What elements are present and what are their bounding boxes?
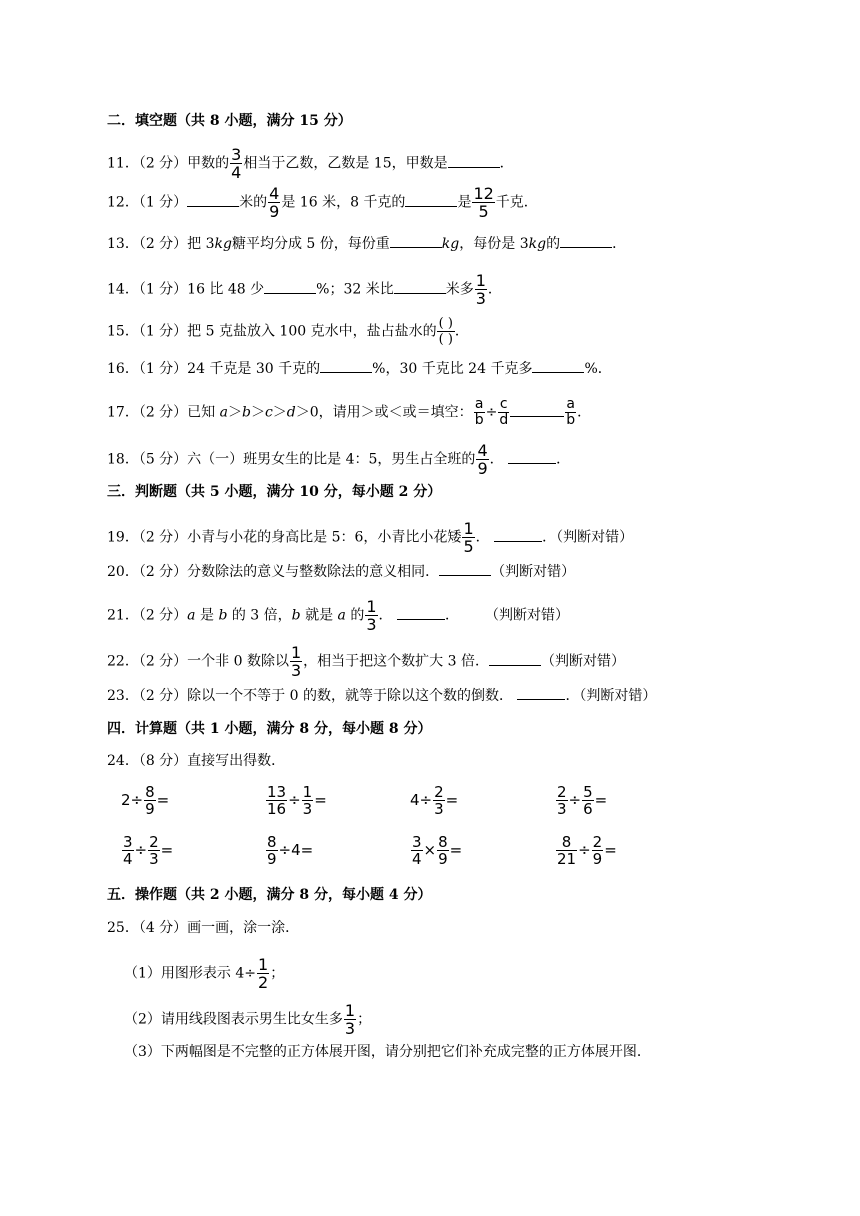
q11-fraction-den: 4 xyxy=(231,163,242,182)
section-fill-blank-title: 二．填空题（共 8 小题，满分 15 分） xyxy=(107,113,352,129)
calc-3-whole: 4 xyxy=(410,791,420,809)
q18-text-a: 六（一）班男女生的比是 4：5，男生占全班的 xyxy=(187,451,476,468)
q13-number: 13．（2 分） xyxy=(107,236,188,252)
section-calculation-title: 四．计算题（共 1 小题，满分 8 分，每小题 8 分） xyxy=(107,721,432,737)
q25-text-a: 画一画，涂一涂． xyxy=(187,920,300,936)
q25-part-1-text: （1）用图形表示 4÷ xyxy=(124,965,256,982)
q22-number: 22．（2 分） xyxy=(107,653,188,670)
q19-fraction xyxy=(462,520,474,555)
calc-7-op: × xyxy=(423,841,437,859)
q16-number: 16．（1 分） xyxy=(107,361,188,377)
calc-3-den: 3 xyxy=(434,800,444,818)
q25-part-2-end: ； xyxy=(357,1011,372,1028)
q24-text-a: 直接写出得数． xyxy=(187,753,286,769)
q17-fraction-2-num: c xyxy=(499,396,508,412)
q11-number: 11．（2 分） xyxy=(107,155,188,172)
q25-part-2-text: （2）请用线段图表示男生比女生多 xyxy=(124,1011,343,1028)
q12-blank-1[interactable] xyxy=(187,192,239,207)
question-16 xyxy=(107,358,612,379)
q21-text-b: 的 3 倍， xyxy=(227,607,292,624)
calc-7-num-1: 3 xyxy=(412,833,422,851)
q23-text-a: 除以一个不等于 0 的数，就等于除以这个数的倒数． xyxy=(187,688,513,704)
q12-blank-2[interactable] xyxy=(405,192,457,207)
question-14 xyxy=(107,272,502,307)
q25-number: 25．（4 分） xyxy=(107,920,188,936)
calc-5-den-1: 4 xyxy=(123,850,133,868)
q18-fraction-den: 9 xyxy=(477,459,488,478)
calc-1-whole: 2 xyxy=(121,791,131,809)
q12-fraction-1 xyxy=(268,185,280,220)
calc-7-num-2: 8 xyxy=(438,833,448,851)
q13-blank-1[interactable] xyxy=(390,233,442,248)
q14-text-b: %；32 米比 xyxy=(316,281,394,298)
calc-2-num-2: 1 xyxy=(302,783,313,801)
q11-fraction xyxy=(230,146,242,181)
q15-text-a: 把 5 克盐放入 100 克水中，盐占盐水的 xyxy=(187,323,437,340)
q17-gt-1: ＞ xyxy=(227,404,242,421)
calc-5-num-2: 2 xyxy=(149,833,159,851)
calc-item-4 xyxy=(555,784,607,817)
q21-var-b-1: b xyxy=(218,607,228,624)
q11-text-c: ． xyxy=(499,155,514,172)
q17-answer-blank[interactable] xyxy=(510,402,564,417)
question-23 xyxy=(107,685,656,706)
calc-7-fraction-1 xyxy=(411,834,423,867)
calc-2-op: ÷ xyxy=(288,791,301,809)
q25-part-1-num: 1 xyxy=(258,955,269,974)
q17-fraction-1-num: a xyxy=(474,396,484,412)
q12-fraction-1-num: 4 xyxy=(269,184,280,203)
calc-2-fraction-1 xyxy=(266,784,287,817)
q22-text-b: ，相当于把这个数扩大 3 倍． xyxy=(303,653,489,670)
q16-blank-1[interactable] xyxy=(320,358,372,373)
q17-var-b: b xyxy=(241,404,251,421)
q22-text-c: （判断对错） xyxy=(540,653,625,670)
calc-7-den-2: 9 xyxy=(438,850,448,868)
calc-2-num-1: 13 xyxy=(267,783,287,801)
q23-number: 23．（2 分） xyxy=(107,688,188,704)
q16-text-c: %． xyxy=(584,361,612,377)
q17-number: 17．（2 分） xyxy=(107,404,188,421)
q19-text-b: ． xyxy=(475,529,490,546)
q15-number: 15．（1 分） xyxy=(107,323,188,340)
q16-text-b: %，30 千克比 24 千克多 xyxy=(372,361,533,377)
calc-8-fraction-2 xyxy=(592,834,604,867)
q17-gt-2: ＞ xyxy=(250,404,265,421)
q16-text-a: 24 千克是 30 千克的 xyxy=(187,361,321,377)
question-20 xyxy=(107,561,575,582)
q13-text-c: ，每份是 3 xyxy=(459,236,529,252)
q12-text-a: 米的 xyxy=(239,194,268,211)
calc-6-op: ÷ xyxy=(278,841,292,859)
q13-text-b: 糖平均分成 5 份，每份重 xyxy=(231,236,390,252)
q25-part-2-num: 1 xyxy=(344,1001,356,1020)
calc-5-op: ÷ xyxy=(134,841,148,859)
calc-5-equals: = xyxy=(160,841,174,859)
calc-item-1 xyxy=(121,784,169,817)
q19-answer-blank[interactable] xyxy=(494,527,542,542)
q11-answer-blank[interactable] xyxy=(448,153,500,168)
calc-4-op: ÷ xyxy=(568,791,582,809)
q18-fraction xyxy=(476,442,488,477)
q13-text-a: 把 3 xyxy=(187,236,215,252)
q17-var-a: a xyxy=(219,404,228,421)
calc-8-op: ÷ xyxy=(578,841,591,859)
q21-fraction-num: 1 xyxy=(366,597,377,616)
calc-6-num: 8 xyxy=(267,833,277,851)
q15-paren-den: ( ) xyxy=(438,332,453,347)
q18-text-b: ． xyxy=(489,451,504,468)
q14-fraction-den: 3 xyxy=(475,289,486,308)
calc-2-den-2: 3 xyxy=(302,800,313,818)
q14-blank-2[interactable] xyxy=(394,279,446,294)
calc-5-num-1: 3 xyxy=(123,833,133,851)
q12-fraction-2-num: 12 xyxy=(473,184,494,203)
q18-fraction-num: 4 xyxy=(477,441,488,460)
calc-5-fraction-2 xyxy=(148,834,160,867)
q17-fraction-3 xyxy=(565,397,576,428)
calc-2-fraction-2 xyxy=(302,784,314,817)
calc-4-fraction-2 xyxy=(582,784,594,817)
q25-part-2-fraction xyxy=(344,1002,356,1037)
q17-fraction-2 xyxy=(498,397,509,428)
section-operation-title: 五．操作题（共 2 小题，满分 8 分，每小题 4 分） xyxy=(107,887,432,903)
q11-text-b: 相当于乙数，乙数是 15，甲数是 xyxy=(243,155,448,172)
q12-fraction-1-den: 9 xyxy=(269,202,280,221)
q15-paren-num: ( ) xyxy=(438,316,453,331)
q21-text-c: 就是 xyxy=(300,607,338,624)
q24-number: 24．（8 分） xyxy=(107,753,188,769)
section-true-false-title: 三．判断题（共 5 小题，满分 10 分，每小题 2 分） xyxy=(107,484,442,500)
q11-text-a: 甲数的 xyxy=(187,155,230,172)
calc-2-den-1: 16 xyxy=(267,800,287,818)
q25-part-1-fraction xyxy=(257,956,269,991)
q21-fraction xyxy=(365,598,377,633)
q14-blank-1[interactable] xyxy=(264,279,316,294)
q21-var-a-1: a xyxy=(187,607,196,624)
q21-var-a-2: a xyxy=(337,607,346,624)
q21-text-e: ． xyxy=(378,607,393,624)
q14-number: 14．（1 分） xyxy=(107,281,188,298)
q19-number: 19．（2 分） xyxy=(107,529,188,546)
q18-number: 18．（5 分） xyxy=(107,451,188,468)
question-24 xyxy=(107,751,285,771)
calc-5-den-2: 3 xyxy=(149,850,159,868)
q25-part-1-end: ； xyxy=(270,965,285,982)
q19-fraction-den: 5 xyxy=(463,537,474,556)
q23-answer-blank[interactable] xyxy=(517,685,565,700)
question-12 xyxy=(107,185,538,220)
q20-number: 20．（2 分） xyxy=(107,564,188,580)
q25-part-1 xyxy=(124,956,284,991)
calc-3-equals: = xyxy=(445,791,459,809)
q17-var-d: d xyxy=(286,404,296,421)
q14-text-a: 16 比 48 少 xyxy=(187,281,265,298)
q13-unit-kg-1: kg xyxy=(214,236,232,252)
calc-5-fraction-1 xyxy=(122,834,134,867)
q14-fraction-num: 1 xyxy=(475,271,486,290)
q18-answer-blank[interactable] xyxy=(508,449,556,464)
question-21 xyxy=(107,598,569,633)
q12-text-b: 是 16 米，8 千克的 xyxy=(281,194,406,211)
calc-4-den-1: 3 xyxy=(557,800,567,818)
calc-6-den: 9 xyxy=(267,850,277,868)
calc-6-whole: 4 xyxy=(291,841,301,859)
q21-text-a: 是 xyxy=(195,607,219,624)
calc-6-equals: = xyxy=(300,841,314,859)
calc-1-fraction xyxy=(144,784,156,817)
q17-fraction-3-num: a xyxy=(566,396,575,412)
q21-text-f: ． xyxy=(445,607,459,624)
q15-text-b: ． xyxy=(454,323,469,340)
q22-fraction-den: 3 xyxy=(290,661,302,680)
q16-blank-2[interactable] xyxy=(532,358,584,373)
calc-7-equals: = xyxy=(449,841,463,859)
q12-text-c: 是 xyxy=(457,194,472,211)
q20-answer-blank[interactable] xyxy=(439,561,491,576)
q21-text-g: （判断对错） xyxy=(485,607,569,624)
q17-fraction-1-den: b xyxy=(474,412,484,428)
calc-6-fraction xyxy=(266,834,278,867)
q11-fraction-num: 3 xyxy=(231,145,242,164)
calc-1-num: 8 xyxy=(145,783,155,801)
q14-text-d: ． xyxy=(487,281,502,298)
q14-fraction xyxy=(475,272,487,307)
calc-item-3 xyxy=(410,784,458,817)
q21-fraction-den: 3 xyxy=(366,615,377,634)
question-17 xyxy=(107,397,591,428)
calc-1-den: 9 xyxy=(145,800,155,818)
calc-1-op: ÷ xyxy=(130,791,144,809)
q13-unit-kg-2: kg xyxy=(441,236,460,252)
question-25 xyxy=(107,918,299,938)
q22-answer-blank[interactable] xyxy=(489,651,541,666)
q18-text-c: ． xyxy=(556,451,571,468)
q22-fraction xyxy=(290,644,302,679)
calc-8-num-2: 2 xyxy=(592,833,603,851)
q22-text-a: 一个非 0 数除以 xyxy=(187,653,289,670)
calc-item-2 xyxy=(265,784,327,817)
q17-gt-3: ＞ xyxy=(272,404,287,421)
question-22 xyxy=(107,644,625,679)
calc-4-fraction-1 xyxy=(556,784,568,817)
q25-part-3: （3）下两幅图是不完整的正方体展开图，请分别把它们补充成完整的正方体展开图． xyxy=(124,1044,651,1060)
calc-1-equals: = xyxy=(156,791,170,809)
calc-4-num-1: 2 xyxy=(557,783,567,801)
q17-var-c: c xyxy=(264,404,273,421)
calc-7-fraction-2 xyxy=(437,834,449,867)
q12-fraction-2-den: 5 xyxy=(478,202,489,221)
q25-part-2 xyxy=(124,1002,371,1037)
calc-item-5 xyxy=(121,834,173,867)
q12-fraction-2 xyxy=(472,185,494,220)
q13-unit-kg-3: kg xyxy=(528,236,547,252)
calc-4-equals: = xyxy=(594,791,608,809)
q21-var-b-2: b xyxy=(291,607,301,624)
q17-fraction-3-den: b xyxy=(566,412,576,428)
q21-number: 21．（2 分） xyxy=(107,607,188,624)
q20-text-b: （判断对错） xyxy=(491,564,576,580)
q19-fraction-num: 1 xyxy=(463,519,474,538)
question-19 xyxy=(107,520,633,555)
q17-text-a: 已知 xyxy=(187,404,220,421)
calc-3-op: ÷ xyxy=(419,791,433,809)
q17-divide-sign: ÷ xyxy=(485,404,498,421)
calc-3-fraction xyxy=(433,784,445,817)
calc-2-equals: = xyxy=(314,791,327,809)
q22-fraction-num: 1 xyxy=(290,643,302,662)
question-11 xyxy=(107,146,514,181)
calc-3-num: 2 xyxy=(434,783,444,801)
calc-item-6 xyxy=(265,834,313,867)
calc-8-den-1: 21 xyxy=(557,850,577,868)
calc-item-7 xyxy=(410,834,462,867)
question-18 xyxy=(107,442,570,477)
q12-text-d: 千克． xyxy=(495,194,538,211)
q23-text-b: ．（判断对错） xyxy=(565,688,657,704)
calc-4-den-2: 6 xyxy=(583,800,593,818)
calc-8-equals: = xyxy=(604,841,617,859)
q21-answer-blank[interactable] xyxy=(397,605,445,620)
q19-text-c: ．（判断对错） xyxy=(542,529,634,546)
question-15 xyxy=(107,316,469,347)
q19-text-a: 小青与小花的身高比是 5：6，小青比小花矮 xyxy=(187,529,462,546)
q20-text-a: 分数除法的意义与整数除法的意义相同． xyxy=(187,564,440,580)
question-13 xyxy=(107,233,626,254)
q21-text-d: 的 xyxy=(345,607,365,624)
q17-text-z: ＞0，请用＞或＜或＝填空： xyxy=(295,404,473,421)
q17-fraction-1 xyxy=(474,397,485,428)
q25-part-1-den: 2 xyxy=(258,973,269,992)
q17-fraction-2-den: d xyxy=(499,412,509,428)
calc-4-num-2: 5 xyxy=(583,783,593,801)
q15-fraction-blank[interactable] xyxy=(437,316,455,347)
q13-text-e: ． xyxy=(612,236,627,252)
calc-8-den-2: 9 xyxy=(592,850,603,868)
q12-number: 12．（1 分） xyxy=(107,194,188,211)
q13-text-d: 的 xyxy=(546,236,561,252)
q14-text-c: 米多 xyxy=(445,281,474,298)
calc-7-den-1: 4 xyxy=(412,850,422,868)
calc-8-num-1: 8 xyxy=(556,834,577,851)
q17-text-e: ． xyxy=(577,404,592,421)
calc-item-8 xyxy=(555,834,617,867)
q13-blank-2[interactable] xyxy=(560,233,612,248)
calc-8-fraction-1 xyxy=(556,834,577,867)
q25-part-2-den: 3 xyxy=(344,1019,356,1038)
